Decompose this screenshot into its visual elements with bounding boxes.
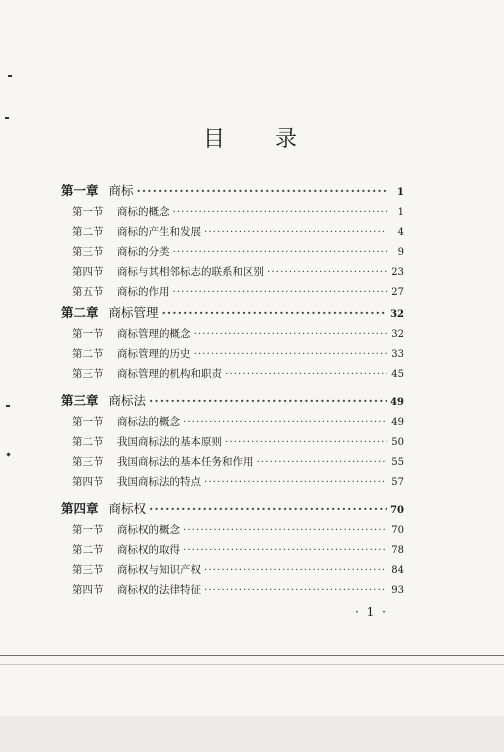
toc-chapter-2 [61, 302, 404, 384]
page-number: 57 [391, 477, 404, 488]
leader-dots [204, 560, 387, 580]
section-title: 商标的概念 [117, 206, 170, 218]
page-number: 49 [391, 417, 404, 428]
section-title: 商标权的法律特征 [117, 584, 201, 596]
leader-dots [194, 324, 388, 344]
section-label: 第三节 [72, 246, 104, 258]
toc-section [61, 560, 404, 580]
title-char-1: 目 [202, 127, 229, 152]
section-title: 商标与其相邻标志的联系和区别 [117, 266, 264, 278]
scan-speck [6, 405, 10, 407]
toc-chapter-1 [61, 180, 404, 302]
page-number: 70 [391, 525, 404, 536]
chapter-title: 商标法 [108, 393, 147, 408]
section-label: 第四节 [72, 584, 104, 596]
chapter-label: 第四章 [61, 501, 99, 516]
page-number: 33 [391, 349, 404, 360]
toc-section [61, 202, 404, 222]
section-title: 商标的分类 [117, 246, 170, 258]
toc-section [61, 540, 404, 560]
page-number: 23 [391, 267, 404, 278]
section-label: 第二节 [72, 436, 104, 448]
section-label: 第二节 [72, 544, 104, 556]
chapter-label: 第二章 [61, 305, 99, 320]
leader-dots [173, 202, 388, 222]
chapter-title: 商标权 [108, 501, 147, 516]
section-label: 第三节 [72, 456, 104, 468]
toc-section [61, 344, 404, 364]
chapter-title: 商标 [108, 183, 134, 198]
leader-dots [149, 498, 387, 520]
scan-edge-line [0, 655, 504, 656]
toc-section [61, 324, 404, 344]
leader-dots [173, 242, 388, 262]
section-title: 我国商标法的基本原则 [117, 436, 222, 448]
section-title: 我国商标法的特点 [117, 476, 201, 488]
leader-dots [225, 432, 387, 452]
chapter-heading [61, 498, 404, 520]
leader-dots [194, 344, 388, 364]
leader-dots [149, 390, 387, 412]
page-number: 27 [391, 287, 404, 298]
title-char-2: 录 [275, 127, 302, 152]
page-title [0, 122, 504, 153]
toc-section [61, 262, 404, 282]
chapter-heading [61, 180, 404, 202]
toc-section [61, 364, 404, 384]
toc-chapter-3 [61, 390, 404, 492]
section-title: 商标的作用 [117, 286, 170, 298]
page-number: 70 [390, 505, 404, 516]
leader-dots [257, 452, 388, 472]
section-label: 第四节 [72, 266, 104, 278]
scan-speck [5, 117, 9, 119]
toc-section [61, 520, 404, 540]
toc-section [61, 452, 404, 472]
chapter-label: 第三章 [61, 393, 99, 408]
leader-dots [204, 222, 387, 242]
scan-speck [8, 75, 12, 77]
page-number: 55 [391, 457, 404, 468]
page-number: 45 [391, 369, 404, 380]
page-number: 93 [391, 585, 404, 596]
toc-section [61, 580, 404, 600]
page-number: 78 [391, 545, 404, 556]
section-title: 商标管理的概念 [117, 328, 191, 340]
toc-section [61, 472, 404, 492]
section-title: 商标法的概念 [117, 416, 180, 428]
scan-edge-line [0, 664, 504, 665]
scan-speck [6, 452, 10, 456]
toc-section [61, 432, 404, 452]
toc-section [61, 242, 404, 262]
page-number: 1 [397, 207, 404, 218]
leader-dots [173, 282, 388, 302]
section-title: 商标管理的历史 [117, 348, 191, 360]
toc-chapter-4 [61, 498, 404, 600]
scan-bottom-band [0, 716, 504, 752]
leader-dots [183, 540, 387, 560]
chapter-heading [61, 390, 404, 412]
toc-section [61, 412, 404, 432]
page-number: 32 [390, 309, 404, 320]
section-title: 我国商标法的基本任务和作用 [117, 456, 254, 468]
page-number: 9 [397, 247, 404, 258]
section-label: 第一节 [72, 416, 104, 428]
section-label: 第一节 [72, 328, 104, 340]
leader-dots [137, 180, 387, 202]
toc-section [61, 282, 404, 302]
leader-dots [204, 580, 387, 600]
chapter-heading [61, 302, 404, 324]
leader-dots [183, 520, 387, 540]
section-title: 商标权与知识产权 [117, 564, 201, 576]
section-label: 第二节 [72, 348, 104, 360]
section-label: 第三节 [72, 368, 104, 380]
section-title: 商标的产生和发展 [117, 226, 201, 238]
section-label: 第一节 [72, 206, 104, 218]
page-number: 84 [391, 565, 404, 576]
section-label: 第五节 [72, 286, 104, 298]
leader-dots [204, 472, 387, 492]
page-number: 4 [397, 227, 404, 238]
chapter-label: 第一章 [61, 183, 99, 198]
section-label: 第一节 [72, 524, 104, 536]
section-title: 商标权的取得 [117, 544, 180, 556]
section-label: 第四节 [72, 476, 104, 488]
chapter-title: 商标管理 [108, 305, 159, 320]
footer-page-number: · 1 · [355, 605, 388, 619]
leader-dots [267, 262, 387, 282]
page-number: 49 [390, 397, 404, 408]
leader-dots [225, 364, 387, 384]
page-number: 32 [391, 329, 404, 340]
toc-section [61, 222, 404, 242]
section-title: 商标权的概念 [117, 524, 180, 536]
section-label: 第三节 [72, 564, 104, 576]
page-number: 1 [397, 187, 404, 198]
section-label: 第二节 [72, 226, 104, 238]
leader-dots [183, 412, 387, 432]
section-title: 商标管理的机构和职责 [117, 368, 222, 380]
leader-dots [162, 302, 387, 324]
page-number: 50 [391, 437, 404, 448]
